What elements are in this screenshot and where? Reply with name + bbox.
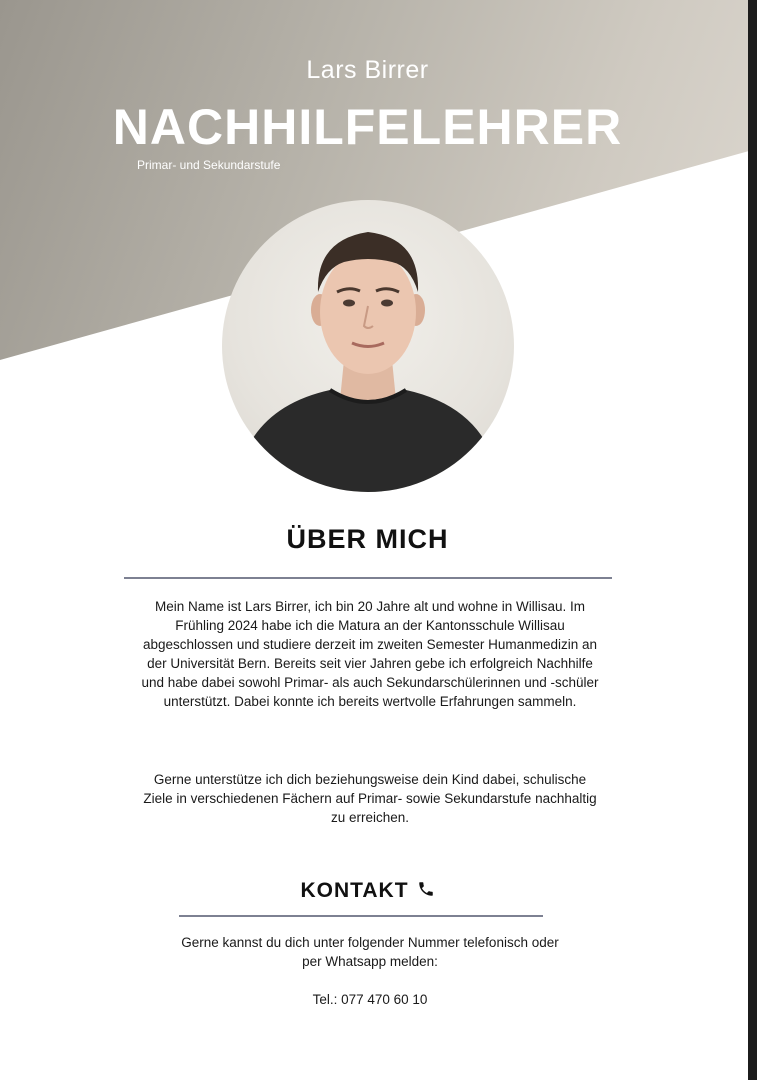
owner-name: Lars Birrer <box>306 56 429 84</box>
contact-heading-label: KONTAKT <box>300 879 409 902</box>
about-heading: ÜBER MICH <box>286 524 449 554</box>
about-paragraph-1: Mein Name ist Lars Birrer, ich bin 20 Jahre alt und wohne in Willisau. Im Frühling 2024 habe ich die Matura an der Kantonsschule Willisau abgeschlossen und studiere derzeit im zweiten Semester Humanmedizin an der Universität Bern. Bereits seit vier Jahren gebe ich erfolgreich Nachhilfe und habe dabei sowohl Primar- als auch Sekundarschülerinnen und -schüler unterstützt. Dabei konnte ich bereits wertvolle Erfahrungen sammeln. <box>141 599 599 709</box>
main-title: NACHHILFELEHRER <box>112 99 623 155</box>
contact-heading <box>0 879 735 903</box>
contact-text: Gerne kannst du dich unter folgender Nummer telefonisch oder per Whatsapp melden: <box>181 935 559 969</box>
phone-number[interactable]: Tel.: 077 470 60 10 <box>312 992 428 1007</box>
phone-icon <box>417 880 435 898</box>
portrait-photo <box>222 200 514 492</box>
contact-divider <box>179 915 543 917</box>
about-divider <box>124 577 612 579</box>
about-paragraph-2: Gerne unterstütze ich dich beziehungsweise dein Kind dabei, schulische Ziele in verschiedenen Fächern auf Primar- sowie Sekundarstufe nachhaltig zu erreichen. <box>143 772 597 825</box>
portrait-illustration <box>222 200 514 492</box>
subtitle: Primar- und Sekundarstufe <box>137 158 281 172</box>
